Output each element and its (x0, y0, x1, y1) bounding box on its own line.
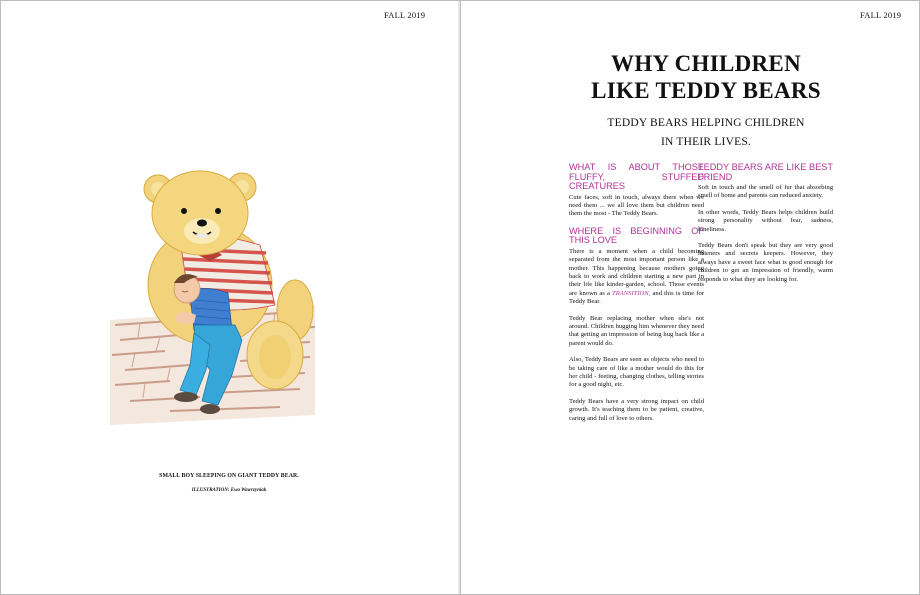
section-heading: WHAT IS ABOUT THOSE FLUFFY, STUFFED CREATURES (569, 162, 704, 191)
left-page (0, 0, 459, 595)
paragraph: Cute faces, soft in touch, always there when we need them ... we all love them but children need them the most - The Teddy Bears. (569, 193, 704, 218)
paragraph-text: and this is time for Teddy Bear. (569, 289, 704, 306)
teddy-bear-illustration (110, 165, 315, 430)
illustration-caption: SMALL BOY SLEEPING ON GIANT TEDDY BEAR. (159, 473, 299, 479)
subtitle-line-2: IN THEIR LIVES. (661, 136, 751, 148)
page-header-left: FALL 2019 (384, 10, 426, 20)
section-heading: WHERE IS BEGINNING OF THIS LOVE (569, 225, 704, 246)
article-column-2 (698, 160, 833, 292)
title-line-2: LIKE TEDDY BEARS (591, 78, 821, 103)
paragraph: Teddy Bears have a very strong impact on child growth. It's teaching them to be patient, creative, caring and full of love to others. (569, 397, 704, 422)
title-line-1: WHY CHILDREN (611, 51, 801, 76)
article-subtitle (556, 114, 856, 152)
highlighted-term: TRANSITION, (612, 289, 651, 297)
paragraph: Teddy Bears don't speak but they are very good listeners and secrets keepers. However, they always have a sweet face what is good enough for children to get an impression of friendly, warm responds to what they are looking for. (698, 242, 833, 283)
paragraph-text: There is a moment when a child becoming separated from the most important person like a mother. This happening because mothers going back to work and children starting a new part in their life like kinder-garden, school. Those events are known as a (569, 247, 704, 297)
page-header-right: FALL 2019 (860, 10, 902, 20)
article-title (556, 50, 856, 104)
illustration-credit: ILLUSTRATION: Ewa Wawrzyniak (191, 488, 267, 493)
paragraph: Also, Teddy Bears are seen as objects who need to be taking care of like a mother would do this for her child - feeting, changing clothes, telling stories for a good night, etc. (569, 356, 704, 389)
paragraph: In other words, Teddy Bears helps children build strong personality without fear, sadness, loneliness. (698, 208, 833, 233)
right-page (460, 0, 920, 595)
article-column-1 (569, 160, 704, 431)
subtitle-line-1: TEDDY BEARS HELPING CHILDREN (607, 117, 805, 129)
paragraph: Teddy Bear replacing mother when she's not around. Children hugging him whenever they need that getting an impression of being hug back like a parent would do. (569, 314, 704, 347)
paragraph (569, 248, 704, 307)
section-heading: TEDDY BEARS ARE LIKE BEST FRIEND (698, 162, 833, 182)
paragraph: Soft in touch and the smell of fur that absorbing smell of home and parents can reduced anxiety. (698, 184, 833, 200)
